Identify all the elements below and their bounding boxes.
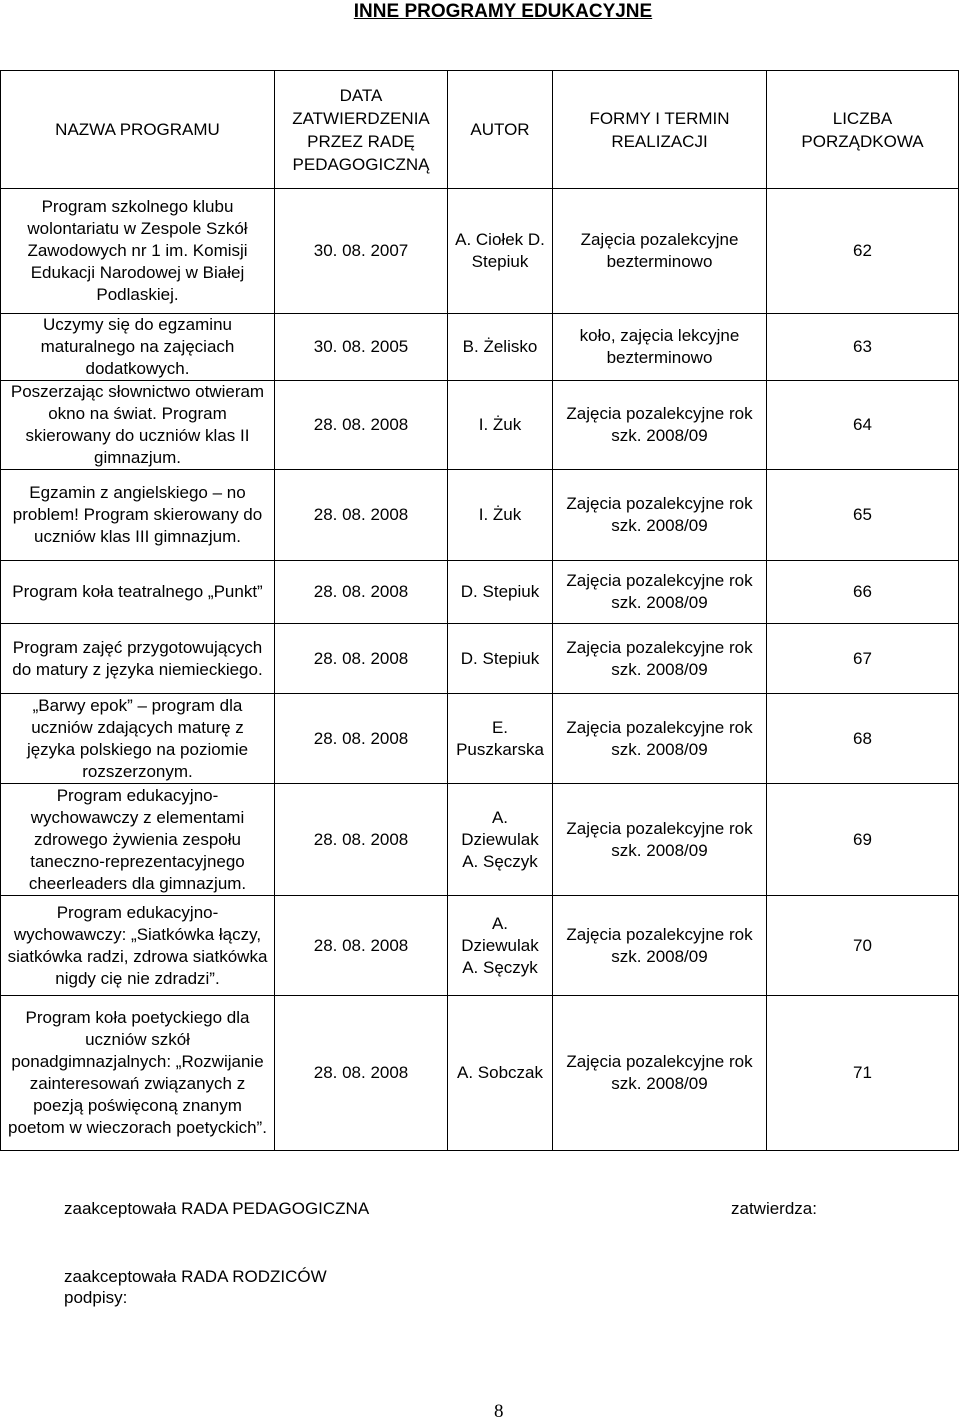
accepted-by-teachers-label: zaakceptowała RADA PEDAGOGICZNA	[64, 1199, 370, 1218]
program-author: I. Żuk	[448, 381, 553, 470]
program-number: 71	[767, 996, 959, 1151]
program-form: Zajęcia pozalekcyjne rok szk. 2008/09	[553, 561, 767, 624]
program-form: Zajęcia pozalekcyjne rok szk. 2008/09	[553, 624, 767, 694]
program-name: Program zajęć przygotowujących do matury z języka niemieckiego.	[1, 624, 275, 694]
header-date: DATA ZATWIERDZENIA PRZEZ RADĘ PEDAGOGICZNĄ	[275, 71, 448, 189]
program-number: 62	[767, 189, 959, 314]
program-name: Egzamin z angielskiego – no problem! Program skierowany do uczniów klas III gimnazjum.	[1, 470, 275, 561]
program-form: Zajęcia pozalekcyjne rok szk. 2008/09	[553, 896, 767, 996]
program-name: Program edukacyjno-wychowawczy: „Siatkówka łączy, siatkówka radzi, zdrowa siatkówka nigdy cię nie zdradzi”.	[1, 896, 275, 996]
table-row	[1, 314, 959, 381]
program-author: B. Żelisko	[448, 314, 553, 381]
program-author: A. Sobczak	[448, 996, 553, 1151]
table-row	[1, 896, 959, 996]
approval-date: 28. 08. 2008	[275, 624, 448, 694]
approval-date: 30. 08. 2007	[275, 189, 448, 314]
program-author: A. Dziewulak A. Sęczyk	[448, 784, 553, 896]
program-form: Zajęcia pozalekcyjne bezterminowo	[553, 189, 767, 314]
program-number: 65	[767, 470, 959, 561]
accepted-by-parents-label: zaakceptowała RADA RODZICÓW	[64, 1267, 327, 1286]
table-row	[1, 381, 959, 470]
program-number: 64	[767, 381, 959, 470]
program-name: „Barwy epok” – program dla uczniów zdających maturę z języka polskiego na poziomie rozszerzonym.	[1, 694, 275, 784]
program-name: Program koła teatralnego „Punkt”	[1, 561, 275, 624]
program-form: Zajęcia pozalekcyjne rok szk. 2008/09	[553, 470, 767, 561]
program-author: A. Dziewulak A. Sęczyk	[448, 896, 553, 996]
approved-label: zatwierdza:	[731, 1199, 817, 1218]
program-number: 63	[767, 314, 959, 381]
program-form: Zajęcia pozalekcyjne rok szk. 2008/09	[553, 381, 767, 470]
approval-date: 28. 08. 2008	[275, 784, 448, 896]
approval-date: 30. 08. 2005	[275, 314, 448, 381]
program-author: I. Żuk	[448, 470, 553, 561]
table-row	[1, 189, 959, 314]
program-author: A. Ciołek D. Stepiuk	[448, 189, 553, 314]
program-form: Zajęcia pozalekcyjne rok szk. 2008/09	[553, 694, 767, 784]
approval-date: 28. 08. 2008	[275, 470, 448, 561]
table-row	[1, 470, 959, 561]
program-author: E. Puszkarska	[448, 694, 553, 784]
program-number: 68	[767, 694, 959, 784]
table-row	[1, 784, 959, 896]
table-row	[1, 624, 959, 694]
programs-table	[0, 70, 959, 1151]
program-name: Program edukacyjno-wychowawczy z elementami zdrowego żywienia zespołu taneczno-reprezentacyjnego cheerleaders dla gimnazjum.	[1, 784, 275, 896]
program-name: Poszerzając słownictwo otwieram okno na świat. Program skierowany do uczniów klas II gimnazjum.	[1, 381, 275, 470]
program-number: 67	[767, 624, 959, 694]
approval-date: 28. 08. 2008	[275, 996, 448, 1151]
approval-date: 28. 08. 2008	[275, 896, 448, 996]
program-number: 69	[767, 784, 959, 896]
program-number: 70	[767, 896, 959, 996]
table-row	[1, 694, 959, 784]
header-number: LICZBA PORZĄDKOWA	[767, 71, 959, 189]
header-form: FORMY I TERMIN REALIZACJI	[553, 71, 767, 189]
header-name: NAZWA PROGRAMU	[1, 71, 275, 189]
signatures-label: podpisy:	[64, 1288, 128, 1307]
table-row	[1, 561, 959, 624]
program-author: D. Stepiuk	[448, 624, 553, 694]
program-form: Zajęcia pozalekcyjne rok szk. 2008/09	[553, 996, 767, 1151]
program-form: koło, zajęcia lekcyjne bezterminowo	[553, 314, 767, 381]
program-name: Uczymy się do egzaminu maturalnego na zajęciach dodatkowych.	[1, 314, 275, 381]
program-name: Program koła poetyckiego dla uczniów szkół ponadgimnazjalnych: „Rozwijanie zainteresowań związanych z poezją poświęconą znanym poetom w wieczorach poetyckich”.	[1, 996, 275, 1151]
approval-date: 28. 08. 2008	[275, 381, 448, 470]
header-author: AUTOR	[448, 71, 553, 189]
table-header-row	[1, 71, 959, 189]
program-name: Program szkolnego klubu wolontariatu w Zespole Szkół Zawodowych nr 1 im. Komisji Edukacji Narodowej w Białej Podlaskiej.	[1, 189, 275, 314]
table-row	[1, 996, 959, 1151]
program-form: Zajęcia pozalekcyjne rok szk. 2008/09	[553, 784, 767, 896]
program-number: 66	[767, 561, 959, 624]
page-number: 8	[494, 1401, 504, 1422]
approval-date: 28. 08. 2008	[275, 561, 448, 624]
program-author: D. Stepiuk	[448, 561, 553, 624]
approval-date: 28. 08. 2008	[275, 694, 448, 784]
page-title: INNE PROGRAMY EDUKACYJNE	[353, 1, 653, 22]
